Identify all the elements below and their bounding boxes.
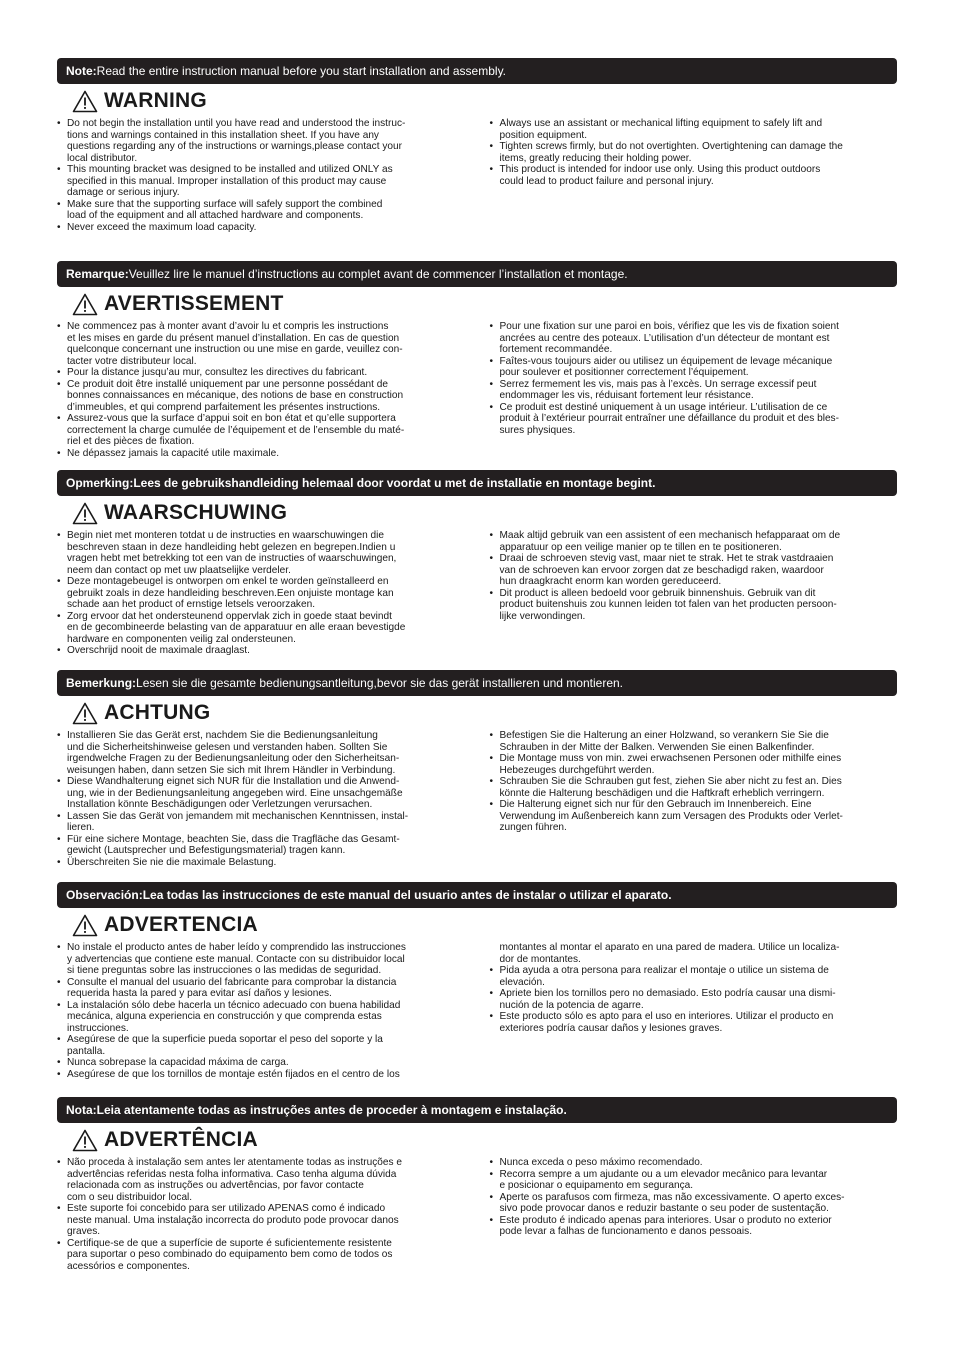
list-item: • La instalación sólo debe hacerla un técnico adecuado con buena habilidad mecánica, alguna experiencia en construcción y que comprenda estas instrucciones. [57,1000,465,1035]
list-item: • Diese Wandhalterung eignet sich NUR für die Installation und die Anwend- ung, wie in der Bedienungsanleitung angegeben wird. Eine unsachgemäße Installation könnte Beschädigungen oder Verletzungen verursachen. [57,776,465,811]
list-item: • Pour la distance jusqu’au mur, consultez les directives du fabricant. [57,367,465,379]
instruction-columns [57,730,897,868]
list-item: • Ne commencez pas à monter avant d’avoir lu et compris les instructions et les mises en garde du présent manuel d’installation. En cas de question quelconque concernant une instruction ou une mise en garde, veuillez con- tacter votre distributeur local. [57,321,465,367]
list-item: • This mounting bracket was designed to be installed and utilized ONLY as specified in this manual. Improper installation of this product may cause damage or serious injury. [57,164,465,199]
section-portuguese [57,1097,897,1272]
heading-title: ADVERTÊNCIA [104,1128,258,1151]
right-column [490,530,898,657]
list-item: • Apriete bien los tornillos pero no demasiado. Esto podría causar una dismi- nución de la potencia de agarre. [490,988,898,1011]
list-item: • Certifique-se de que a superfície de suporte é suficientemente resistente para suportar o peso combinado do equipamento bem como de todos os acessórios e componentes. [57,1238,465,1273]
list-item: • Die Montage muss von min. zwei erwachsenen Personen oder mithilfe eines Hebezeuges durchgeführt werden. [490,753,898,776]
list-item: • Zorg ervoor dat het ondersteunend oppervlak zich in goede staat bevindt en de gecombineerde belasting van de apparatuur en alle eraan bevestigde hardware en componenten veilig zal ondersteunen. [57,611,465,646]
list-item: • Este produto é indicado apenas para interiores. Usar o produto no exterior pode levar a falhas de funcionamento e danos pessoais. [490,1215,898,1238]
note-text: Lea todas las instrucciones de este manual del usuario antes de instalar o utilizar el aparato. [142,888,672,902]
list-item: • Do not begin the installation until you have read and understood the instruc- tions and warnings contained in this installation sheet. If you have any questions regarding any of the instructions or warnings,please contact your local distributor. [57,118,465,164]
list-item: • Ne dépassez jamais la capacité utile maximale. [57,448,465,460]
heading-title: ADVERTENCIA [104,913,258,936]
section-french [57,261,897,459]
note-text: Lees de gebruikshandleiding helemaal door voordat u met de installatie en montage begint. [133,476,656,490]
list-item: • Recorra sempre a um ajudante ou a um elevador mecânico para levantar e posicionar o equipamento em segurança. [490,1169,898,1192]
list-item-continued: montantes al montar el aparato en una pared de madera. Utilice un localiza- dor de montantes. [499,942,840,965]
note-text: Veuillez lire le manuel d’instructions au complet avant de commencer l’installation et montage. [128,267,628,281]
list-item: • Never exceed the maximum load capacity. [57,222,465,234]
list-item: • Este suporte foi concebido para ser utilizado APENAS como é indicado neste manual. Uma instalação incorrecta do produto pode provocar danos graves. [57,1203,465,1238]
warning-heading [57,700,897,726]
instruction-columns [57,530,897,657]
instruction-columns [57,118,897,233]
right-column [490,321,898,459]
heading-title: AVERTISSEMENT [104,292,284,315]
instruction-columns [57,942,897,1080]
right-column [490,118,898,233]
warning-heading [57,912,897,938]
list-item: • Asegúrese de que los tornillos de montaje estén fijados en el centro de los [57,1069,465,1081]
note-bar [57,58,897,84]
left-column [57,530,465,657]
list-item: • Faîtes-vous toujours aider ou utilisez un équipement de levage mécanique pour soulever et positionner correctement l’équipement. [490,356,898,379]
left-column [57,730,465,868]
list-item: • Die Halterung eignet sich nur für den Gebrauch im Innenbereich. Eine Verwendung im Außenbereich kann zum Versagen des Produkts oder Verlet- zungen führen. [490,799,898,834]
note-label: Note: [66,64,97,78]
list-item: • Pour une fixation sur une paroi en bois, vérifiez que les vis de fixation soient ancrées au centre des poteaux. L’utilisation d’un détecteur de montant est fortement recommandée. [490,321,898,356]
warning-heading [57,1127,897,1153]
list-item: • Make sure that the supporting surface will safely support the combined load of the equipment and all attached hardware and components. [57,199,465,222]
list-item: • Für eine sichere Montage, beachten Sie, dass die Tragfläche das Gesamt- gewicht (Lautsprecher und Befestigungsmaterial) tragen kann. [57,834,465,857]
list-item: • Overschrijd nooit de maximale draaglast. [57,645,465,657]
list-item: • Asegúrese de que la superficie pueda soportar el peso del soporte y la pantalla. [57,1034,465,1057]
list-item: • Always use an assistant or mechanical lifting equipment to safely lift and position equipment. [490,118,898,141]
note-label: Observación: [66,888,143,902]
note-bar [57,882,897,908]
note-bar [57,1097,897,1123]
note-text: Read the entire instruction manual before you start installation and assembly. [96,64,507,78]
left-column [57,942,465,1080]
section-german [57,670,897,868]
warning-heading [57,291,897,317]
warning-triangle-icon [72,702,98,725]
list-item: • Begin niet met monteren totdat u de instructies en waarschuwingen die beschreven staan in deze handleiding hebt gelezen en begrepen.Indien u vragen hebt met betrekking tot een van de instructies of waarschuwingen, neem dan contact op met uw plaatselijke verdeler. [57,530,465,576]
list-item: • This product is intended for indoor use only. Using this product outdoors could lead to product failure and personal injury. [490,164,898,187]
left-column [57,118,465,233]
right-column [490,1157,898,1272]
warning-triangle-icon [72,502,98,525]
note-text: Leia atentamente todas as instruções antes de proceder à montagem e instalação. [96,1103,567,1117]
list-item: • Consulte el manual del usuario del fabricante para comprobar la distancia requerida hasta la pared y para evitar así daños y lesiones. [57,977,465,1000]
warning-heading [57,500,897,526]
heading-title: WARNING [104,89,207,112]
list-item: • Este producto sólo es apto para el uso en interiores. Utilizar el producto en exteriores podría causar daños y lesiones graves. [490,1011,898,1034]
note-label: Bemerkung: [66,676,137,690]
list-item: • No instale el producto antes de haber leído y comprendido las instrucciones y advertencias que contiene este manual. Contacte con su distribuidor local si tiene preguntas sobre las instrucciones o las medidas de seguridad. [57,942,465,977]
list-item: • Tighten screws firmly, but do not overtighten. Overtightening can damage the items, greatly reducing their holding power. [490,141,898,164]
instruction-columns [57,321,897,459]
list-item: • Befestigen Sie die Halterung an einer Holzwand, so verankern Sie Sie die Schrauben in der Mitte der Balken. Verwenden Sie einen Balkenfinder. [490,730,898,753]
note-text: Lesen sie die gesamte bedienungsantleitung,bevor sie das gerät installieren und montieren. [136,676,623,690]
list-item: • Installieren Sie das Gerät erst, nachdem Sie die Bedienungsanleitung und die Sicherheitshinweise gelesen und verstanden haben. Sollten Sie irgendwelche Fragen zu der Bedienungsanleitung oder den Sicherheitsan- weisungen haben, dann setzen Sie sich mit Ihrem Händler in Verbindung. [57,730,465,776]
warning-triangle-icon [72,90,98,113]
warning-heading [57,88,897,114]
warning-triangle-icon [72,293,98,316]
note-bar [57,261,897,287]
list-item: • Serrez fermement les vis, mais pas à l’excès. Un serrage excessif peut endommager les vis, réduisant fortement leur résistance. [490,379,898,402]
list-item: • Schrauben Sie die Schrauben gut fest, ziehen Sie aber nicht zu fest an. Dies könnte die Halterung beschädigen und die Haftkraft erheblich verringern. [490,776,898,799]
section-spanish [57,882,897,1080]
warning-triangle-icon [72,1129,98,1152]
note-label: Nota: [66,1103,97,1117]
list-item: • Nunca exceda o peso máximo recomendado. [490,1157,898,1169]
list-item: • Não proceda à instalação sem antes ler atentamente todas as instruções e advertências referidas nesta folha informativa. Caso tenha alguma dúvida relacionada com as instruções ou advertências, por favor contacte com o seu distribuidor local. [57,1157,465,1203]
section-english [57,58,897,233]
warning-triangle-icon [72,914,98,937]
list-item: • Aperte os parafusos com firmeza, mas não excessivamente. O aperto exces- sivo pode provocar danos e reduzir bastante o seu poder de sustentação. [490,1192,898,1215]
heading-title: WAARSCHUWING [104,501,288,524]
list-item: • Dit product is alleen bedoeld voor gebruik binnenshuis. Gebruik van dit product buitenshuis zou kunnen leiden tot falen van het producten persoon- lijke verwondingen. [490,588,898,623]
list-item: • Deze montagebeugel is ontworpen om enkel te worden geïnstalleerd en gebruikt zoals in deze handleiding beschreven.Een onjuiste montage kan schade aan het product of ernstige letsels veroorzaken. [57,576,465,611]
left-column [57,1157,465,1272]
list-item: • Ce produit est destiné uniquement à un usage intérieur. L’utilisation de ce produit à l’extérieur pourrait entraîner une défaillance du produit et des bles- sures physiques. [490,402,898,437]
list-item: • Ce produit doit être installé uniquement par une personne possédant de bonnes connaissances en mécanique, des notions de base en construction d’immeubles, et qui comprend parfaitement les présentes instructions. [57,379,465,414]
list-item: • Maak altijd gebruik van een assistent of een mechanisch hefapparaat om de apparatuur op een veilige manier op te tillen en te positioneren. [490,530,898,553]
instruction-columns [57,1157,897,1272]
list-item: • Draai de schroeven stevig vast, maar niet te strak. Het te strak vastdraaien van de schroeven kan ervoor zorgen dat ze beschadigd raken, waardoor hun draagkracht enorm kan worden gereduceerd. [490,553,898,588]
note-label: Opmerking: [66,476,134,490]
note-bar [57,470,897,496]
section-dutch [57,470,897,657]
left-column [57,321,465,459]
note-bar [57,670,897,696]
right-column [490,730,898,868]
heading-title: ACHTUNG [104,701,211,724]
right-column [490,942,898,1080]
list-item: • Nunca sobrepase la capacidad máxima de carga. [57,1057,465,1069]
list-item: • Assurez-vous que la surface d’appui soit en bon état et qu’elle supportera correctement la charge cumulée de l’équipement et de l’ensemble du maté- riel et des pièces de fixation. [57,413,465,448]
list-item: • Pida ayuda a otra persona para realizar el montaje o utilice un sistema de elevación. [490,965,898,988]
list-item: • Überschreiten Sie nie die maximale Belastung. [57,857,465,869]
note-label: Remarque: [66,267,129,281]
list-item: • Lassen Sie das Gerät von jemandem mit mechanischen Kenntnissen, instal- lieren. [57,811,465,834]
